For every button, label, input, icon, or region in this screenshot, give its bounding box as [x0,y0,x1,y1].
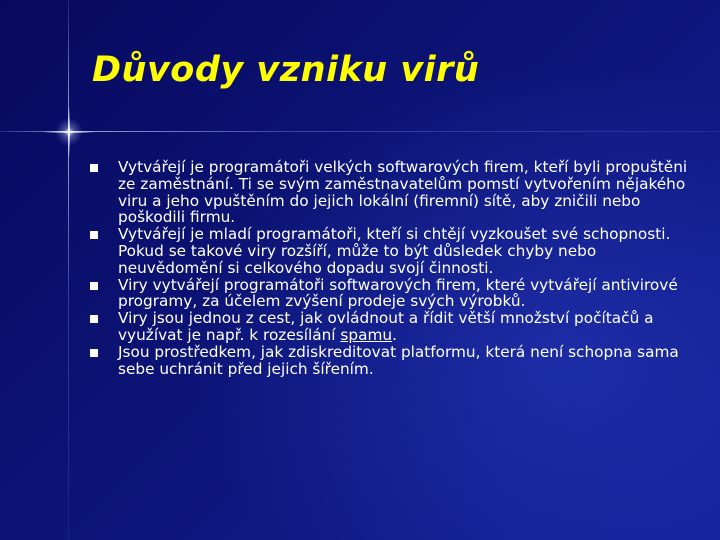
sparkle-icon [41,104,97,160]
bullet-text: Vytvářejí je mladí programátoři, kteří si chtějí vyzkoušet své schopnosti. Pokud se takové viry rozšíří, může to být důsledek chyby nebo neuvědomění si celkového dopadu svojí činnosti. [118,225,671,277]
list-item [90,277,690,311]
bullet-text-before-link: Viry jsou jednou z cest, jak ovládnout a řídit větší množství počítačů a využívat je např. k rozesílání [118,309,654,344]
square-bullet-icon [90,231,98,239]
list-item [90,159,690,226]
vertical-rule-decoration [68,0,69,540]
horizontal-rule-decoration [0,131,720,132]
square-bullet-icon [90,164,98,172]
bullet-text: Vytvářejí je programátoři velkých softwarových firem, kteří byli propuštěni ze zaměstnání. Ti se svým zaměstnavatelům pomstí vytvořením nějakého viru a jeho vpuštěním do jejich lokální (firemní) sítě, aby zničili nebo poškodili firmu. [118,158,688,227]
list-item [90,344,690,378]
bullet-text [118,309,654,344]
spam-link[interactable]: spamu [340,325,393,344]
list-item [90,226,690,276]
bullet-text-after-link: . [392,325,397,344]
bullet-text: Jsou prostředkem, jak zdiskreditovat platformu, která není schopna sama sebe uchránit před jejich šířením. [118,342,679,378]
square-bullet-icon [90,349,98,357]
slide-title: Důvody vzniku virů [92,50,480,90]
square-bullet-icon [90,282,98,290]
square-bullet-icon [90,315,98,323]
bullet-list [90,159,690,377]
list-item [90,310,690,344]
bullet-text: Viry vytvářejí programátoři softwarových firem, které vytvářejí antivirové programy, za účelem zvýšení prodeje svých výrobků. [118,275,678,311]
